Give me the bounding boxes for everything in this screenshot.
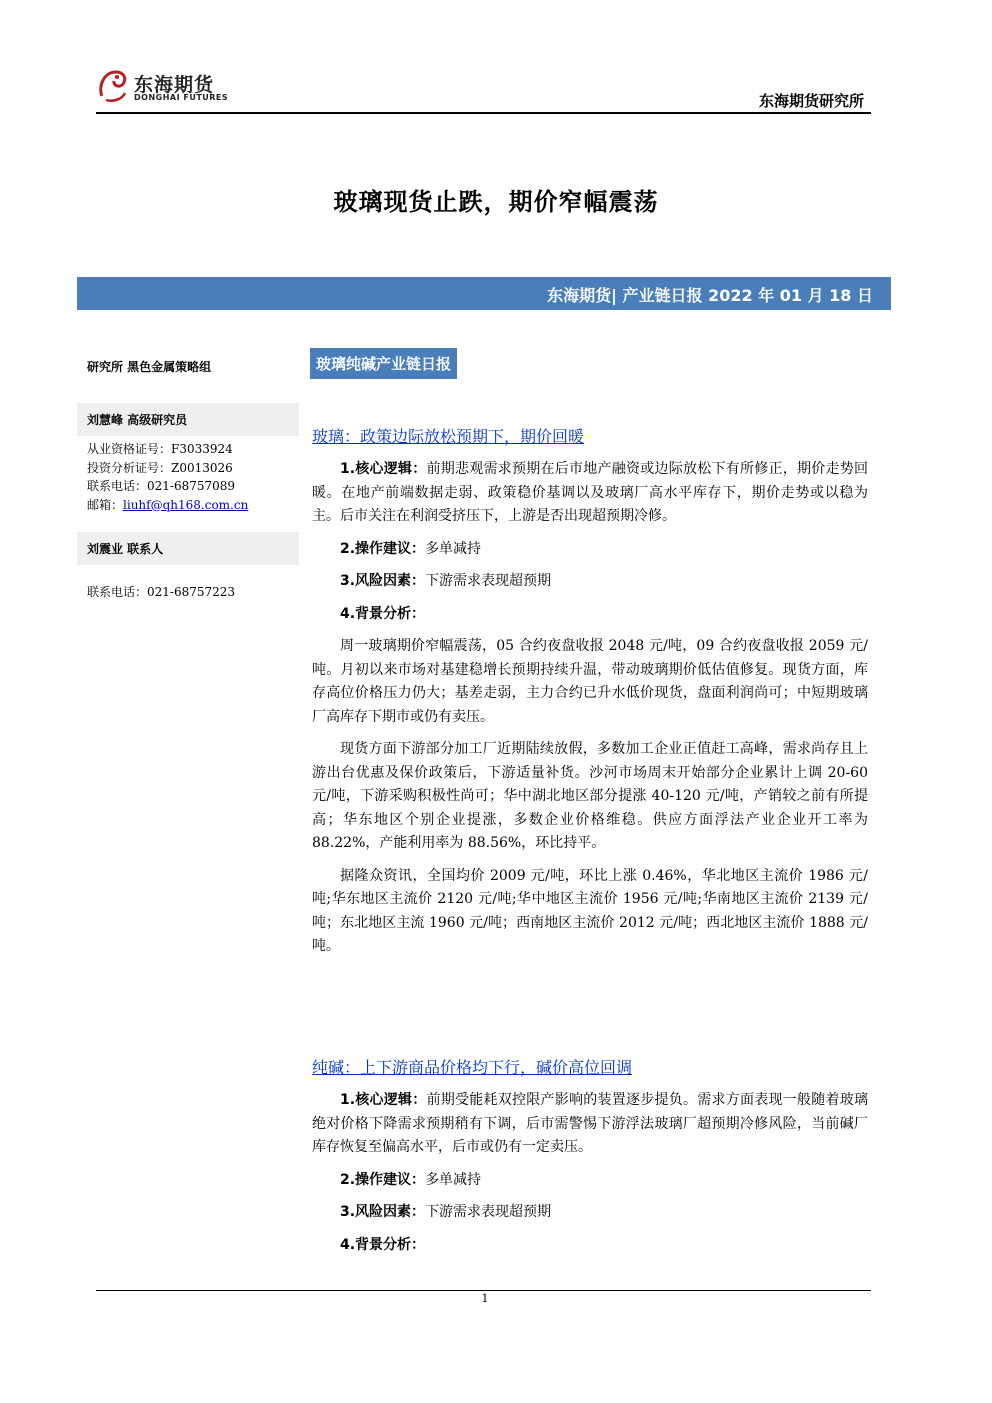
analyst-2-phone: 联系电话：021-68757223	[87, 585, 236, 599]
email-link[interactable]: liuhf@qh168.com.cn	[123, 497, 249, 512]
soda-risk-label: 3.风险因素：	[340, 1204, 426, 1220]
glass-core-logic	[312, 458, 868, 529]
glass-risk	[312, 570, 868, 594]
page-number: 1	[481, 1292, 489, 1305]
soda-risk-text: 下游需求表现超预期	[425, 1204, 552, 1220]
logo-chinese-text: 东海期货	[134, 74, 215, 96]
investment-analysis-number: 投资分析证号：Z0013026	[87, 460, 233, 475]
glass-para-2: 现货方面下游部分加工厂近期陆续放假，多数加工企业正值赶工高峰，需求尚存且上游出台优惠及保价政策后，下游适量补货。沙河市场周末开始部分企业累计上调 20-60 元/吨，下游采购积极性尚可；华中湖北地区部分提涨 40-120 元/吨，产销较之前有所提高；华东地区个别企业提涨，多数企业价格维稳。供应方面浮法产业企业开工率为 88.22%，产能利用率为 88.56%，环比持平。	[312, 741, 868, 851]
company-logo	[96, 66, 236, 106]
glass-background-heading	[312, 603, 868, 627]
analyst-1-email-row	[87, 496, 289, 515]
qualification-number: 从业资格证号：F3033924	[87, 442, 233, 456]
soda-advice-label: 2.操作建议：	[340, 1171, 426, 1188]
email-label: 邮箱：	[87, 497, 124, 512]
soda-core-label: 1.核心逻辑：	[340, 1092, 427, 1108]
glass-para-3: 据隆众资讯，全国均价 2009 元/吨，环比上涨 0.46%，华北地区主流价 1986 元/吨;华东地区主流价 2120 元/吨;华中地区主流价 1956 元/吨;华南地区主流价 2139 元/吨；东北地区主流 1960 元/吨；西南地区主流价 2012 元/吨；西北地区主流价 1888 元/吨。	[312, 867, 868, 954]
soda-risk	[312, 1201, 868, 1225]
sidebar-analyst-2: 刘震业 联系人	[77, 532, 299, 565]
analyst-sidebar	[77, 350, 299, 606]
glass-core-text: 前期悲观需求预期在后市地产融资或边际放松下有所修正，期价走势回暖。在地产前端数据走弱、政策稳价基调以及玻璃厂高水平库存下，期价走势或以稳为主。后市关注在利润受挤压下，上游是否出现超预期冷修。	[312, 461, 869, 524]
glass-risk-label: 3.风险因素：	[340, 573, 426, 589]
footer-divider	[96, 1290, 871, 1291]
banner-text: 东海期货| 产业链日报 2022 年 01 月 18 日	[547, 286, 873, 305]
soda-content	[312, 1089, 868, 1266]
glass-bg-label: 4.背景分析：	[340, 605, 426, 622]
soda-advice	[312, 1169, 868, 1193]
glass-content	[312, 458, 868, 968]
institute-name: 东海期货研究所	[758, 92, 864, 110]
glass-section-title: 玻璃：政策边际放松预期下，期价回暖	[312, 427, 585, 446]
sidebar-analyst-1: 刘慧峰 高级研究员	[77, 403, 299, 436]
soda-background-heading	[312, 1234, 868, 1258]
soda-advice-text: 多单减持	[425, 1171, 482, 1188]
glass-advice-label: 2.操作建议：	[340, 540, 426, 557]
report-title: 玻璃现货止跌，期价窄幅震荡	[333, 187, 659, 216]
glass-advice	[312, 538, 868, 562]
section-tag: 玻璃纯碱产业链日报	[310, 348, 457, 379]
dragon-logo-icon	[96, 66, 130, 104]
soda-core-logic	[312, 1089, 868, 1160]
soda-section-title: 纯碱：上下游商品价格均下行，碱价高位回调	[312, 1058, 633, 1077]
soda-core-text: 前期受能耗双控限产影响的装置逐步提负。需求方面表现一般随着玻璃绝对价格下降需求预期稍有下调，后市需警惕下游浮法玻璃厂超预期冷修风险，当前碱厂库存恢复至偏高水平，后市或仍有一定卖压。	[312, 1092, 869, 1155]
soda-bg-label: 4.背景分析：	[340, 1236, 426, 1253]
sidebar-dept: 研究所 黑色金属策略组	[77, 350, 299, 383]
glass-para-1: 周一玻璃期价窄幅震荡，05 合约夜盘收报 2048 元/吨，09 合约夜盘收报 2059 元/吨。月初以来市场对基建稳增长预期持续升温，带动玻璃期价低估值修复。现货方面，库存高位价格压力仍大；基差走弱，主力合约已升水低价现货，盘面利润尚可；中短期玻璃厂高库存下期市或仍有卖压。	[312, 638, 868, 725]
analyst-1-phone: 联系电话：021-68757089	[87, 479, 236, 493]
glass-risk-text: 下游需求表现超预期	[425, 573, 552, 589]
glass-advice-text: 多单减持	[425, 540, 482, 557]
analyst-1-details	[77, 436, 299, 518]
report-banner	[77, 277, 891, 310]
header-divider	[96, 112, 871, 114]
glass-core-label: 1.核心逻辑：	[340, 461, 427, 477]
logo-english-text: DONGHAI FUTURES	[134, 93, 229, 102]
